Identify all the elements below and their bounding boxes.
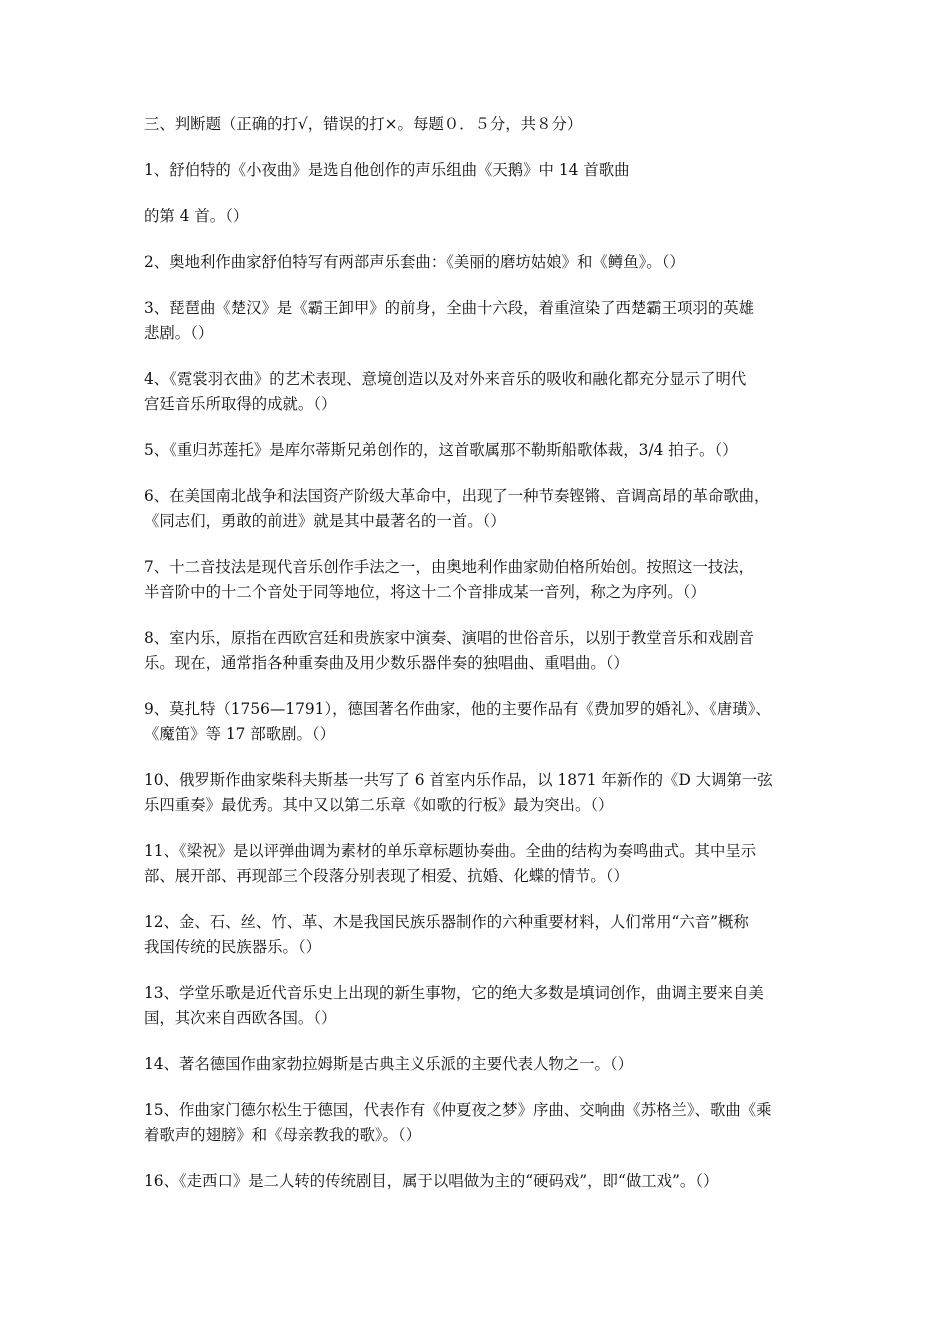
question-text-line: 《同志们，勇敢的前进》就是其中最著名的一首。（） bbox=[144, 512, 506, 530]
question-text-line: 半音阶中的十二个音处于同等地位，将这十二个音排成某一音列，称之为序列。（） bbox=[144, 583, 706, 601]
question-text-line: 宫廷音乐所取得的成就。（） bbox=[144, 395, 337, 413]
question-item bbox=[144, 367, 812, 417]
question-text-line: 我国传统的民族器乐。（） bbox=[144, 938, 321, 956]
question-text-line: 8、室内乐，原指在西欧宫廷和贵族家中演奏、演唱的世俗音乐，以别于教堂音乐和戏剧音 bbox=[144, 629, 755, 647]
question-item bbox=[144, 1052, 812, 1077]
question-text-line: 9、莫扎特（1756—1791），德国著名作曲家，他的主要作品有《费加罗的婚礼》、《唐璜》、 bbox=[144, 700, 771, 718]
question-text-line: 乐。现在，通常指各种重奏曲及用少数乐器伴奏的独唱曲、重唱曲。（） bbox=[144, 654, 629, 672]
question-text-line: 悲剧。（） bbox=[144, 324, 214, 342]
question-text-line: 16、《走西口》是二人转的传统剧目，属于以唱做为主的“硬码戏”，即“做工戏”。（） bbox=[144, 1172, 719, 1190]
document-content bbox=[144, 112, 812, 1215]
question-item bbox=[144, 296, 812, 346]
question-text-line: 乐四重奏》最优秀。其中又以第二乐章《如歌的行板》最为突出。（） bbox=[144, 796, 614, 814]
question-item bbox=[144, 768, 812, 818]
question-text-line: 1、舒伯特的《小夜曲》是选自他创作的声乐组曲《天鹅》中 14 首歌曲 bbox=[144, 161, 630, 179]
question-item bbox=[144, 555, 812, 605]
question-text-line: 13、学堂乐歌是近代音乐史上出现的新生事物，它的绝大多数是填词创作，曲调主要来自美 bbox=[144, 984, 764, 1002]
question-item bbox=[144, 981, 812, 1031]
question-item bbox=[144, 910, 812, 960]
question-item bbox=[144, 250, 812, 275]
question-text-line: 11、《梁祝》是以评弹曲调为素材的单乐章标题协奏曲。全曲的结构为奏鸣曲式。其中呈示 bbox=[144, 842, 757, 860]
question-item bbox=[144, 204, 812, 229]
question-text-line: 15、作曲家门德尔松生于德国，代表作有《仲夏夜之梦》序曲、交响曲《苏格兰》、歌曲《乘 bbox=[144, 1101, 772, 1119]
question-text-line: 国，其次来自西欧各国。（） bbox=[144, 1009, 337, 1027]
question-text-line: 12、金、石、丝、竹、革、木是我国民族乐器制作的六种重要材料，人们常用“六音”概称 bbox=[144, 913, 749, 931]
question-item bbox=[144, 1169, 812, 1194]
question-text-line: 3、琵琶曲《楚汉》是《霸王卸甲》的前身，全曲十六段，着重渲染了西楚霸王项羽的英雄 bbox=[144, 299, 755, 317]
question-item bbox=[144, 626, 812, 676]
question-item bbox=[144, 438, 812, 463]
section-heading: 三、判断题（正确的打√，错误的打×。每题０．５分，共８分） bbox=[144, 115, 583, 133]
question-item bbox=[144, 697, 812, 747]
question-text-line: 5、《重归苏莲托》是库尔蒂斯兄弟创作的，这首歌属那不勒斯船歌体裁，3/4 拍子。（） bbox=[144, 441, 738, 459]
question-text-line: 14、著名德国作曲家勃拉姆斯是古典主义乐派的主要代表人物之一。（） bbox=[144, 1055, 633, 1073]
question-text-line: 4、《霓裳羽衣曲》的艺术表现、意境创造以及对外来音乐的吸收和融化都充分显示了明代 bbox=[144, 370, 747, 388]
question-item bbox=[144, 158, 812, 183]
question-item bbox=[144, 484, 812, 534]
question-text-line: 《魔笛》等 17 部歌剧。（） bbox=[144, 725, 335, 743]
question-list bbox=[144, 158, 812, 1194]
question-item bbox=[144, 1098, 812, 1148]
question-text-line: 部、展开部、再现部三个段落分别表现了相爱、抗婚、化蝶的情节。（） bbox=[144, 867, 629, 885]
question-item bbox=[144, 839, 812, 889]
question-text-line: 2、奥地利作曲家舒伯特写有两部声乐套曲：《美丽的磨坊姑娘》和《鳟鱼》。（） bbox=[144, 253, 685, 271]
question-text-line: 6、在美国南北战争和法国资产阶级大革命中，出现了一种节奏铿锵、音调高昂的革命歌曲， bbox=[144, 487, 770, 505]
question-text-line: 着歌声的翅膀》和《母亲教我的歌》。（） bbox=[144, 1126, 422, 1144]
question-text-line: 10、俄罗斯作曲家柴科夫斯基一共写了 6 首室内乐作品，以 1871 年新作的《D 大调第一弦 bbox=[144, 771, 773, 789]
question-text-line: 7、十二音技法是现代音乐创作手法之一，由奥地利作曲家勋伯格所始创。按照这一技法， bbox=[144, 558, 755, 576]
question-text-line: 的第 4 首。（） bbox=[144, 207, 249, 225]
